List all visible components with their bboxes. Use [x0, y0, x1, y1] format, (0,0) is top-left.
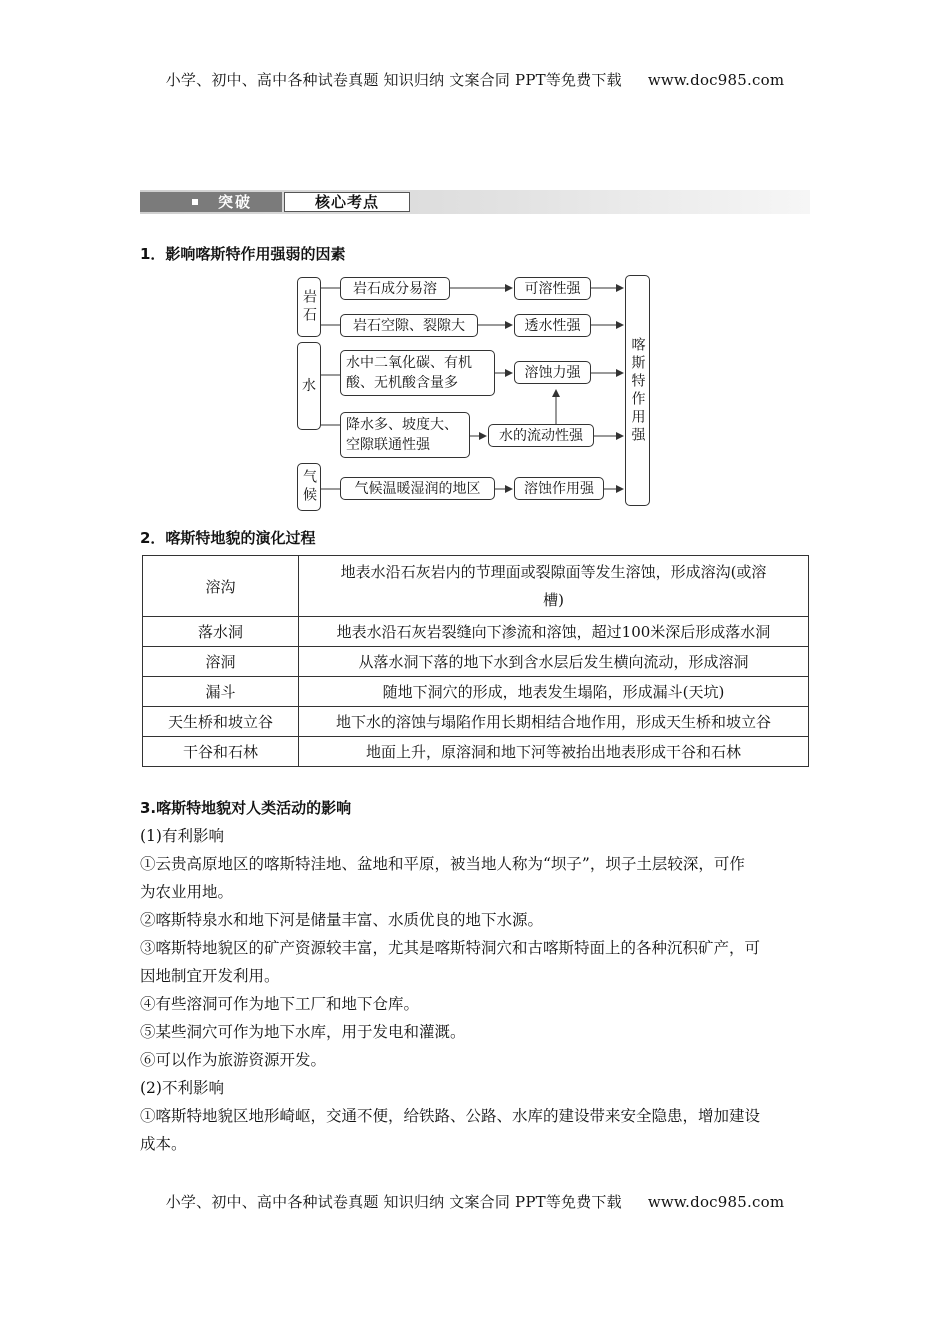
table-cell-name: 溶洞 [143, 647, 299, 677]
paragraph: ⑥可以作为旅游资源开发。 [140, 1051, 327, 1069]
climate-factor-label: 气候温暖湿润的地区 [354, 480, 481, 497]
climate-factor [340, 477, 495, 500]
table-cell-name: 漏斗 [143, 677, 299, 707]
outcome-label: 喀斯特作用强 [629, 336, 646, 445]
table-cell-name: 天生桥和坡立谷 [143, 707, 299, 737]
banner-light-label: 核心考点 [284, 192, 410, 212]
table-cell-desc: 地下水的溶蚀与塌陷作用长期相结合地作用，形成天生桥和坡立谷 [299, 707, 809, 737]
sub-heading-favorable: (1)有利影响 [140, 827, 224, 845]
climate-result-label: 溶蚀作用强 [524, 480, 594, 497]
table-cell-desc: 地面上升，原溶洞和地下河等被抬出地表形成干谷和石林 [299, 737, 809, 767]
paragraph: ⑤某些洞穴可作为地下水库，用于发电和灌溉。 [140, 1023, 466, 1041]
table-row [143, 617, 809, 647]
evolution-table [142, 555, 809, 767]
table-cell-name: 干谷和石林 [143, 737, 299, 767]
table-cell-name: 落水洞 [143, 617, 299, 647]
rock-result-1-label: 可溶性强 [524, 280, 581, 297]
table-cell-desc [299, 556, 809, 617]
table-row [143, 677, 809, 707]
group-climate-label: 气候 [301, 469, 317, 505]
group-climate [297, 463, 321, 511]
water-result-2-label: 水的流动性强 [499, 427, 583, 444]
header-url[interactable]: www.doc985.com [647, 71, 785, 89]
water-factor-2-line2: 空隙联通性强 [346, 437, 430, 453]
climate-result [514, 477, 604, 500]
paragraph: ①云贵高原地区的喀斯特洼地、盆地和平原，被当地人称为“坝子”，坝子土层较深，可作 [140, 855, 745, 873]
group-rock [297, 277, 321, 337]
water-factor-1-line1: 水中二氧化碳、有机 [346, 355, 472, 371]
footer-text: 小学、初中、高中各种试卷真题 知识归纳 文案合同 PPT等免费下载 [165, 1193, 622, 1211]
desc-line: 地表水沿石灰岩内的节理面或裂隙面等发生溶蚀，形成溶沟(或溶 [340, 563, 767, 581]
rock-factor-1-label: 岩石成分易溶 [353, 280, 437, 297]
paragraph: 因地制宜开发利用。 [140, 967, 280, 985]
group-rock-label: 岩石 [301, 289, 317, 325]
footer-url[interactable]: www.doc985.com [647, 1193, 785, 1211]
water-factor-2 [340, 412, 470, 458]
paragraph: ①喀斯特地貌区地形崎岖，交通不便，给铁路、公路、水库的建设带来安全隐患，增加建设 [140, 1107, 761, 1125]
desc-line: 槽) [543, 591, 564, 609]
banner-dark-label: 突破 [218, 193, 253, 211]
table-cell-desc: 地表水沿石灰岩裂缝向下渗流和溶蚀，超过100米深后形成落水洞 [299, 617, 809, 647]
section3-body [140, 822, 812, 1158]
sub-heading-unfavorable: (2)不利影响 [140, 1079, 224, 1097]
group-water-label: 水 [302, 378, 316, 394]
rock-factor-2-label: 岩石空隙、裂隙大 [353, 317, 465, 334]
water-result-2 [488, 424, 594, 447]
header-text: 小学、初中、高中各种试卷真题 知识归纳 文案合同 PPT等免费下载 [165, 71, 622, 89]
rock-factor-2 [340, 314, 478, 337]
paragraph: 为农业用地。 [140, 883, 234, 901]
section1-heading: 1．影响喀斯特作用强弱的因素 [140, 245, 346, 263]
water-result-1-label: 溶蚀力强 [524, 364, 581, 381]
rock-factor-1 [340, 277, 450, 300]
table-row [143, 647, 809, 677]
page-footer [0, 1191, 950, 1212]
paragraph: ②喀斯特泉水和地下河是储量丰富、水质优良的地下水源。 [140, 911, 544, 929]
outcome-box [625, 275, 650, 506]
table-cell-desc: 随地下洞穴的形成，地表发生塌陷，形成漏斗(天坑) [299, 677, 809, 707]
water-factor-1 [340, 350, 495, 396]
paragraph: ③喀斯特地貌区的矿产资源较丰富，尤其是喀斯特洞穴和古喀斯特面上的各种沉积矿产，可 [140, 939, 761, 957]
section2-heading: 2．喀斯特地貌的演化过程 [140, 529, 316, 547]
paragraph: ④有些溶洞可作为地下工厂和地下仓库。 [140, 995, 420, 1013]
table-row [143, 737, 809, 767]
rock-result-2-label: 透水性强 [524, 317, 581, 334]
table-row [143, 556, 809, 617]
water-factor-2-line1: 降水多、坡度大、 [346, 417, 458, 433]
rock-result-1 [514, 277, 591, 300]
rock-result-2 [514, 314, 591, 337]
group-water [297, 342, 321, 430]
water-result-1 [514, 361, 591, 384]
section3-heading: 3.喀斯特地貌对人类活动的影响 [140, 799, 352, 817]
table-row [143, 707, 809, 737]
paragraph: 成本。 [140, 1135, 187, 1153]
water-factor-1-line2: 酸、无机酸含量多 [346, 375, 458, 391]
table-cell-name: 溶沟 [143, 556, 299, 617]
table-cell-desc: 从落水洞下落的地下水到含水层后发生横向流动，形成溶洞 [299, 647, 809, 677]
